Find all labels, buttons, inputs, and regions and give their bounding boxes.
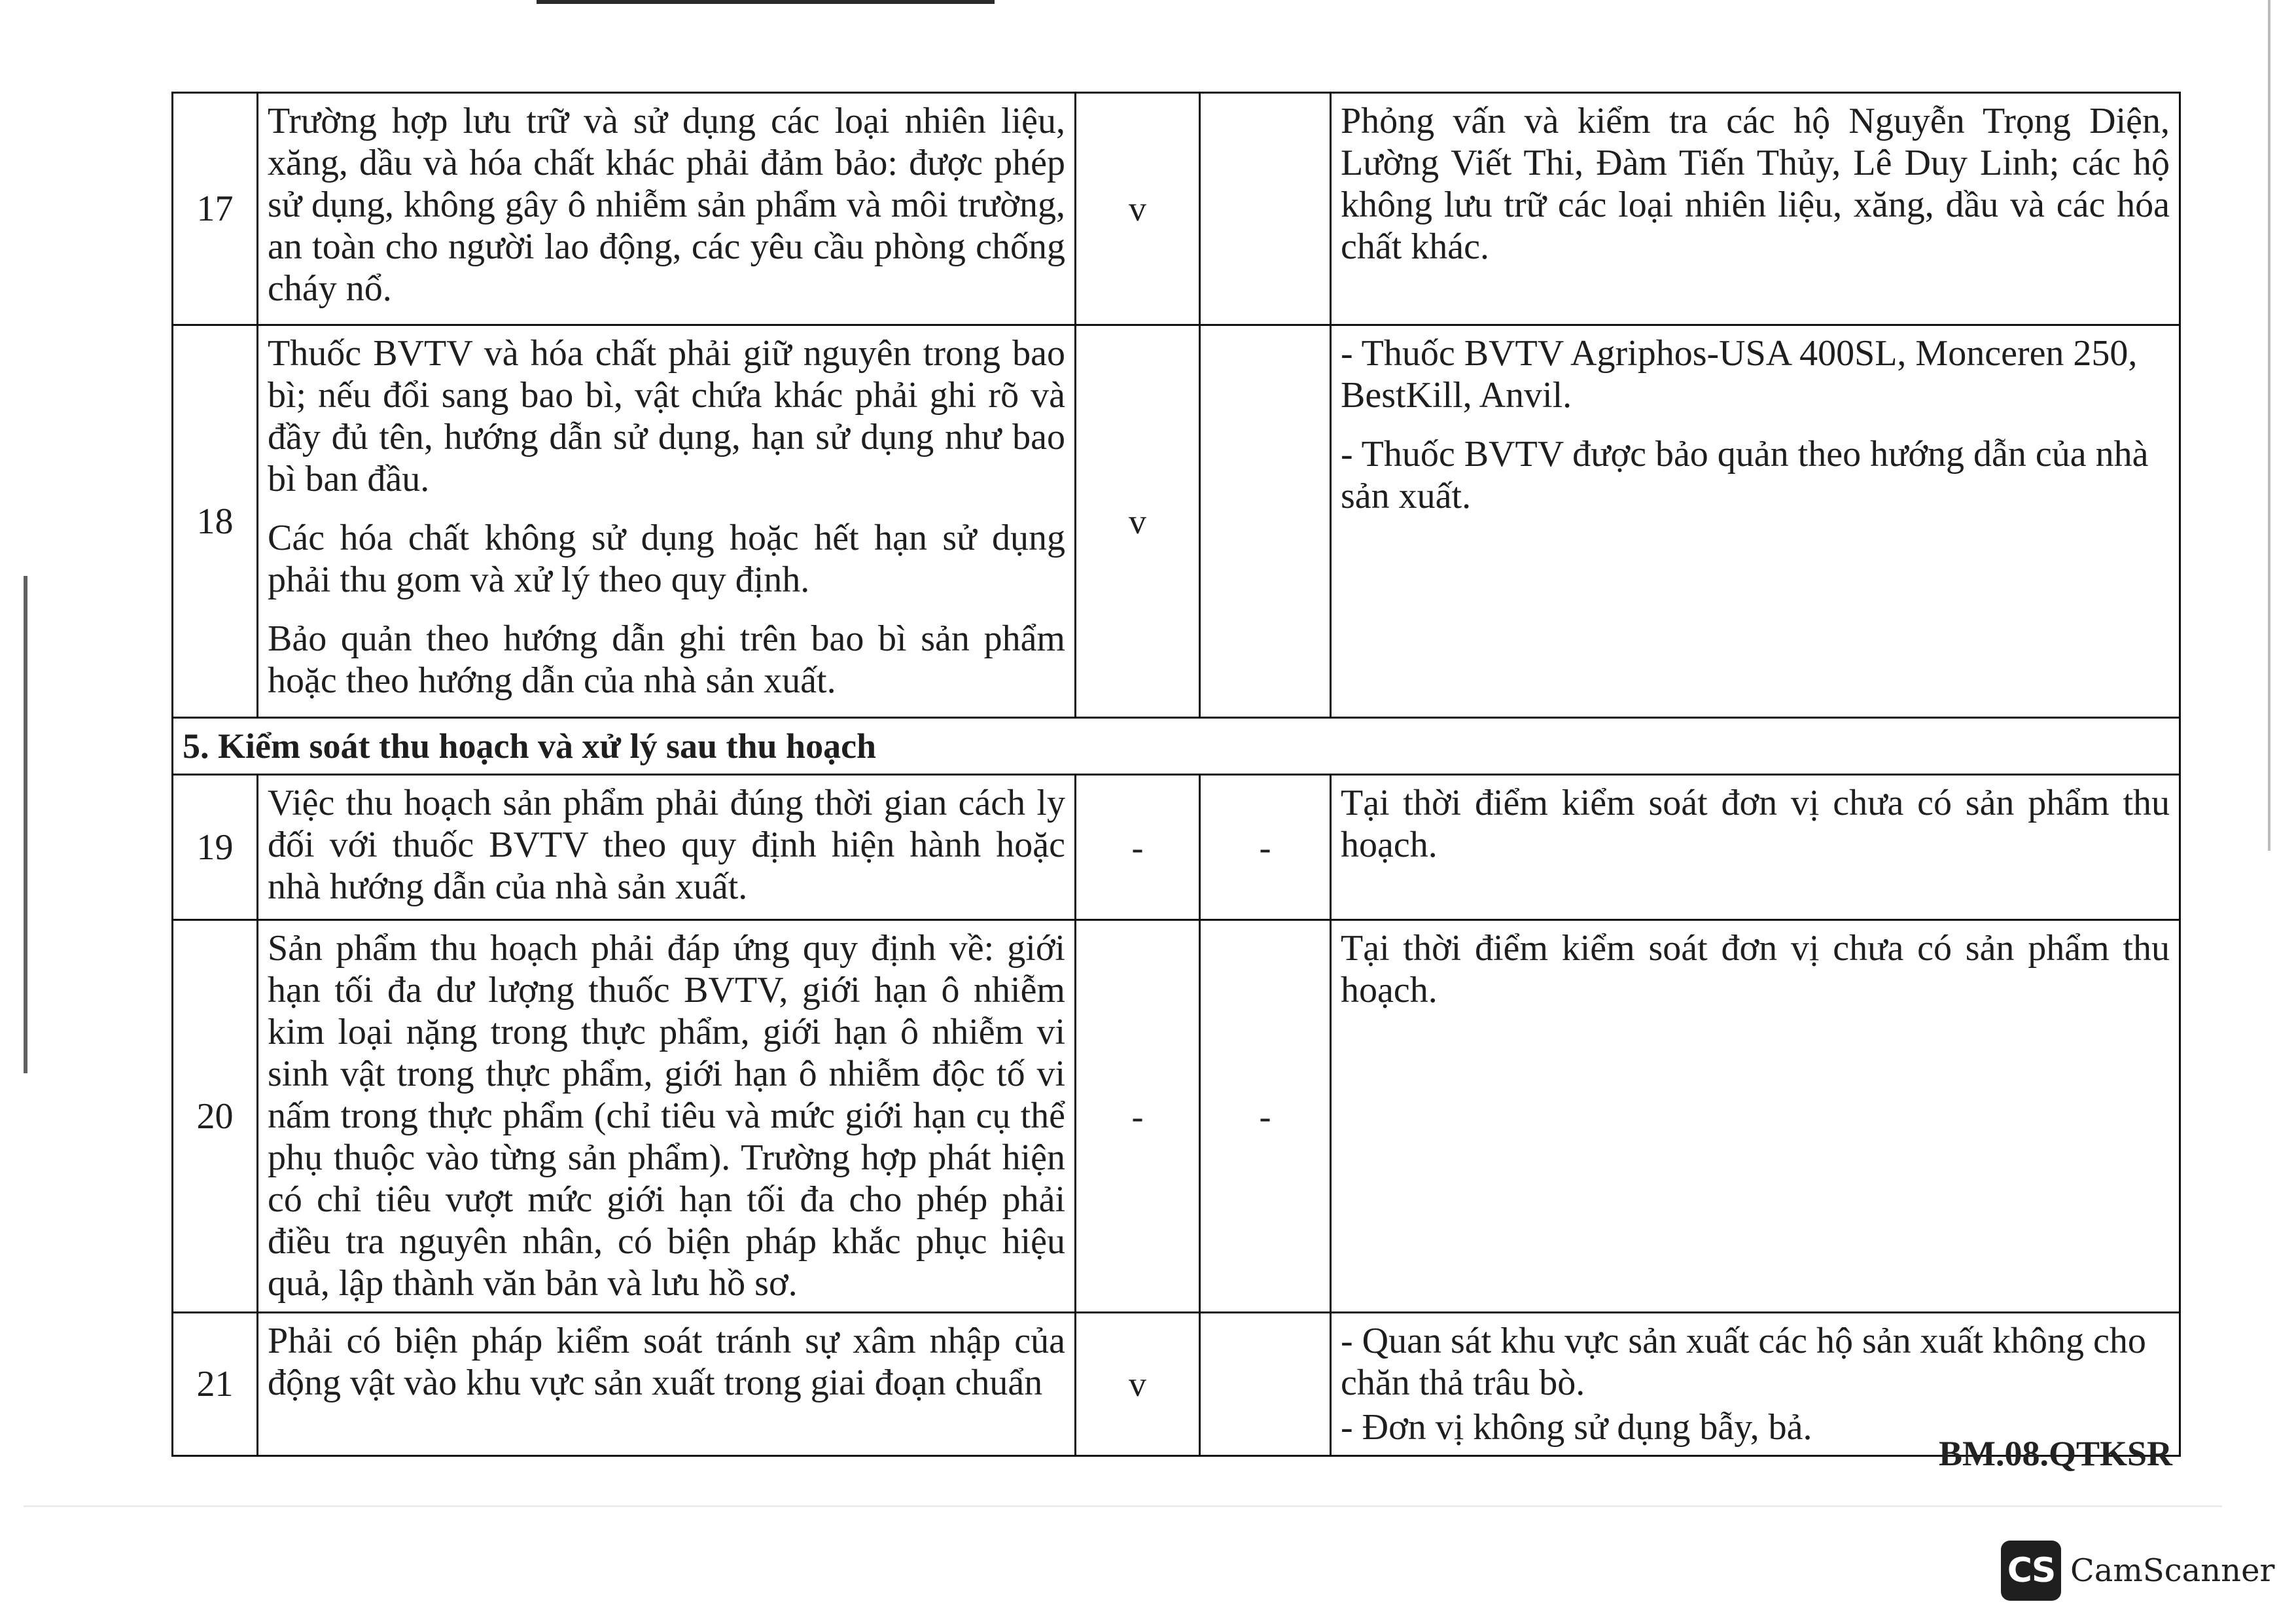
note-cell <box>1331 325 2180 718</box>
compliant-mark: - <box>1076 775 1200 920</box>
note-text: Tại thời điểm kiểm soát đơn vị chưa có sản phẩm thu hoạch. <box>1341 928 2170 1010</box>
compliant-mark: - <box>1076 920 1200 1313</box>
document-code: BM.08.QTKSR <box>1938 1434 2172 1473</box>
requirement-cell <box>258 920 1076 1313</box>
requirement-text: Trường hợp lưu trữ và sử dụng các loại nhiên liệu, xăng, dầu và hóa chất khác phải đảm bảo: được phép sử dụng, không gây ô nhiễm sản phẩm và môi trường, an toàn cho người lao động, các yêu cầu phòng chống cháy nổ. <box>268 101 1065 309</box>
note-text: - Thuốc BVTV được bảo quản theo hướng dẫn của nhà sản xuất. <box>1341 434 2149 516</box>
table-row-19 <box>173 775 2180 920</box>
requirement-cell <box>258 775 1076 920</box>
note-text: - Đơn vị không sử dụng bẫy, bả. <box>1341 1407 1812 1448</box>
scan-right-edge <box>2268 0 2270 851</box>
requirement-text: Phải có biện pháp kiểm soát tránh sự xâm nhập của động vật vào khu vực sản xuất trong giai đoạn chuẩn <box>268 1321 1065 1403</box>
compliant-mark: v <box>1076 93 1200 325</box>
row-number: 20 <box>173 920 258 1313</box>
note-cell <box>1331 775 2180 920</box>
note-text: - Quan sát khu vực sản xuất các hộ sản xuất không cho chăn thả trâu bò. <box>1341 1321 2146 1403</box>
compliant-mark: v <box>1076 325 1200 718</box>
requirement-text: Việc thu hoạch sản phẩm phải đúng thời gian cách ly đối với thuốc BVTV theo quy định hiện hành hoặc nhà hướng dẫn của nhà sản xuất. <box>268 783 1065 907</box>
table-row-21 <box>173 1313 2180 1456</box>
table-row-18 <box>173 325 2180 718</box>
noncompliant-mark <box>1200 93 1331 325</box>
row-number: 19 <box>173 775 258 920</box>
requirement-text: Sản phẩm thu hoạch phải đáp ứng quy định về: giới hạn tối đa dư lượng thuốc BVTV, giới hạn ô nhiễm kim loại nặng trong thực phẩm, giới hạn ô nhiễm vi sinh vật trong thực phẩm, giới hạn ô nhiễm độc tố vi nấm trong thực phẩm (chỉ tiêu và mức giới hạn cụ thể phụ thuộc vào từng sản phẩm). Trường hợp phát hiện có chỉ tiêu vượt mức giới hạn tối đa cho phép phải điều tra nguyên nhân, có biện pháp khắc phục hiệu quả, lập thành văn bản và lưu hồ sơ. <box>268 928 1065 1304</box>
requirement-cell <box>258 325 1076 718</box>
noncompliant-mark <box>1200 325 1331 718</box>
noncompliant-mark <box>1200 1313 1331 1456</box>
row-number: 17 <box>173 93 258 325</box>
requirement-text: Các hóa chất không sử dụng hoặc hết hạn sử dụng phải thu gom và xử lý theo quy định. <box>268 518 1065 600</box>
camscanner-logo-text: CS <box>2007 1551 2055 1590</box>
section-title: 5. Kiểm soát thu hoạch và xử lý sau thu hoạch <box>173 718 2180 775</box>
row-number: 18 <box>173 325 258 718</box>
requirement-text: Bảo quản theo hướng dẫn ghi trên bao bì sản phẩm hoặc theo hướng dẫn của nhà sản xuất. <box>268 618 1065 701</box>
note-cell <box>1331 920 2180 1313</box>
compliant-mark: v <box>1076 1313 1200 1456</box>
requirement-cell <box>258 1313 1076 1456</box>
table-row-17 <box>173 93 2180 325</box>
note-text: Tại thời điểm kiểm soát đơn vị chưa có sản phẩm thu hoạch. <box>1341 783 2170 865</box>
scan-left-edge <box>24 576 27 1073</box>
row-number: 21 <box>173 1313 258 1456</box>
camscanner-watermark <box>2001 1539 2274 1602</box>
note-text: Phỏng vấn và kiểm tra các hộ Nguyễn Trọng Diện, Lường Viết Thi, Đàm Tiến Thủy, Lê Duy Linh; các hộ không lưu trữ các loại nhiên liệu, xăng, dầu và các hóa chất khác. <box>1341 101 2170 267</box>
scan-bottom-band <box>24 1505 2222 1507</box>
noncompliant-mark: - <box>1200 920 1331 1313</box>
table-row-20 <box>173 920 2180 1313</box>
noncompliant-mark: - <box>1200 775 1331 920</box>
scan-top-shadow <box>537 0 995 4</box>
camscanner-logo-icon <box>2001 1541 2061 1601</box>
requirement-text: Thuốc BVTV và hóa chất phải giữ nguyên trong bao bì; nếu đổi sang bao bì, vật chứa khác phải ghi rõ và đầy đủ tên, hướng dẫn sử dụng, hạn sử dụng như bao bì ban đầu. <box>268 333 1065 499</box>
requirement-cell <box>258 93 1076 325</box>
inspection-table <box>171 92 2181 1457</box>
section-row <box>173 718 2180 775</box>
note-text: - Thuốc BVTV Agriphos-USA 400SL, Monceren 250, BestKill, Anvil. <box>1341 333 2138 416</box>
camscanner-name: CamScanner <box>2070 1552 2275 1589</box>
note-cell <box>1331 93 2180 325</box>
